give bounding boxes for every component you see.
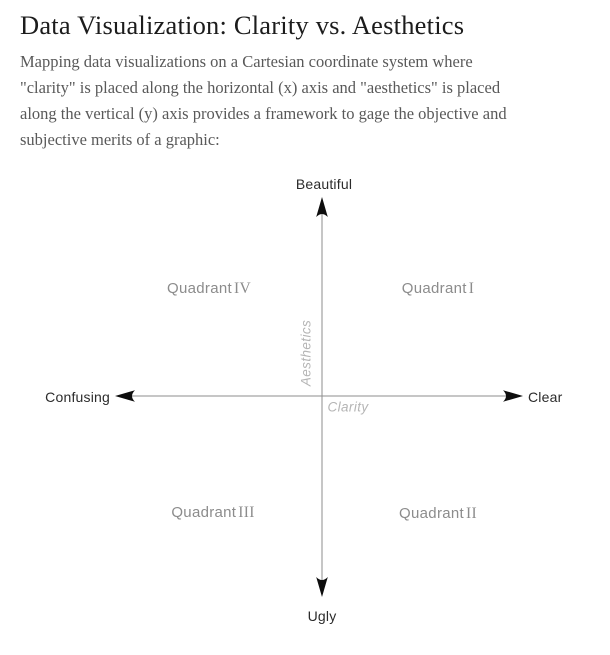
quadrant-word: Quadrant <box>171 504 237 521</box>
quadrant-word: Quadrant <box>399 505 465 522</box>
quadrant-label-1 <box>402 280 474 298</box>
intro-line: along the vertical (y) axis provides a framework to gage the objective and <box>20 104 507 123</box>
arrow-down-icon <box>316 577 328 597</box>
quadrant-word: Quadrant <box>167 280 232 297</box>
quadrant-label-4 <box>167 280 251 298</box>
intro-line: subjective merits of a graphic: <box>20 130 220 149</box>
quadrant-numeral: II <box>466 505 477 522</box>
intro-line: "clarity" is placed along the horizontal (x) axis and "aesthetics" is placed <box>20 78 501 97</box>
quadrant-numeral: I <box>468 280 475 297</box>
page-title: Data Visualization: Clarity vs. Aesthetics <box>20 10 465 40</box>
arrow-right-icon <box>503 390 523 402</box>
quadrant-numeral: IV <box>233 280 251 297</box>
arrow-up-icon <box>316 197 328 217</box>
arrow-left-icon <box>115 390 135 402</box>
y-axis-name-label: Aesthetics <box>298 319 314 387</box>
x-axis-name-label: Clarity <box>327 399 369 415</box>
y-axis-positive-label: Beautiful <box>295 176 353 192</box>
y-axis-negative-label: Ugly <box>307 608 337 624</box>
quadrant-numeral: III <box>238 504 255 521</box>
x-axis-positive-label: Clear <box>528 389 563 405</box>
quadrant-label-3 <box>171 504 254 522</box>
intro-line: Mapping data visualizations on a Cartesian coordinate system where <box>20 52 473 71</box>
quadrant-word: Quadrant <box>401 280 467 297</box>
x-axis-negative-label: Confusing <box>45 389 110 405</box>
quadrant-label-2 <box>399 505 477 523</box>
